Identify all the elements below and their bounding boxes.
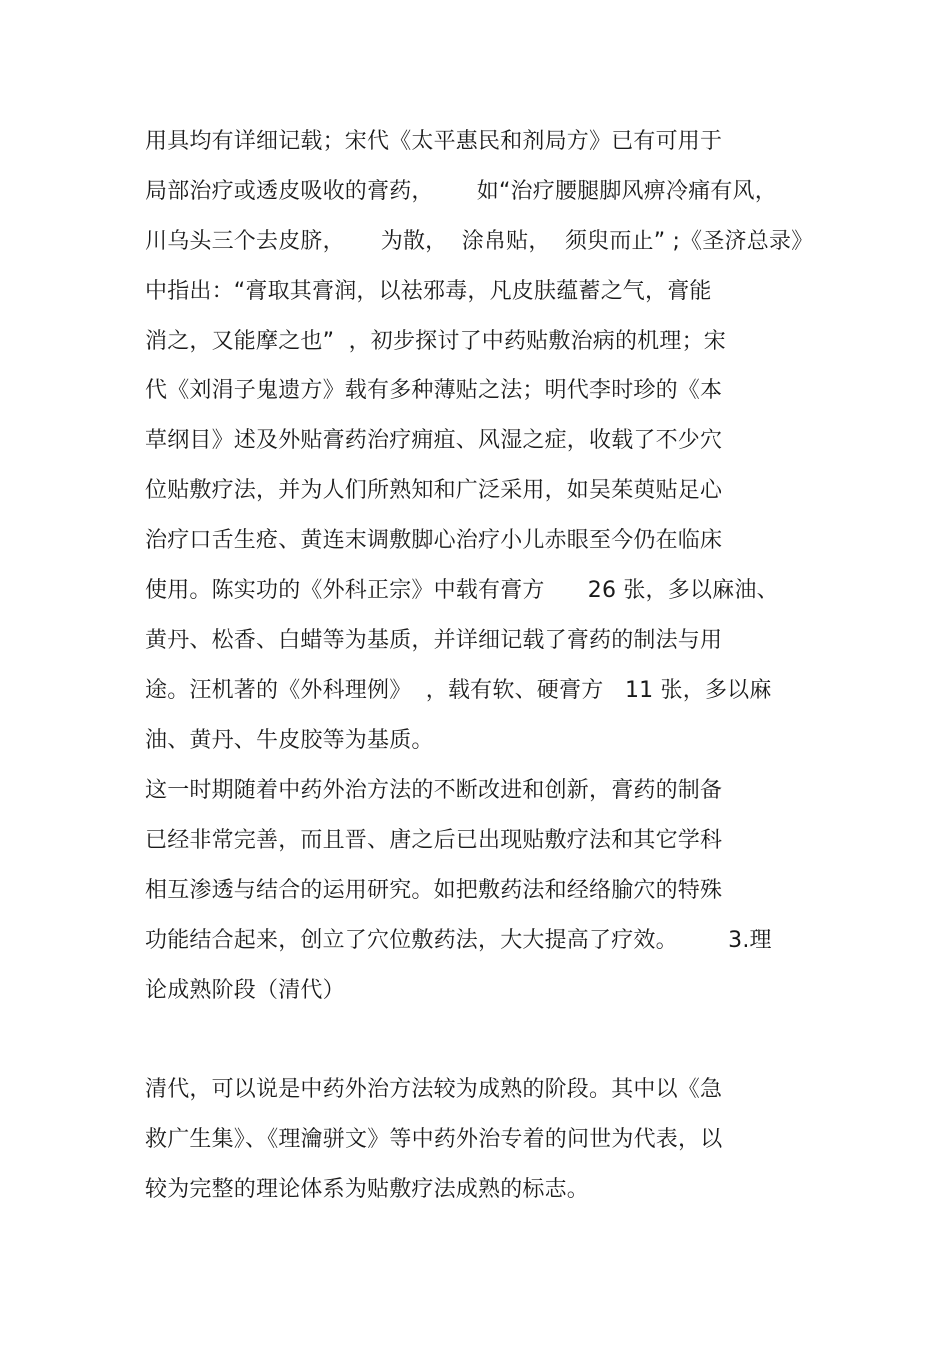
text-line: 油、黄丹、牛皮胶等为基质。 [145, 728, 434, 753]
text-line: 中指出：“膏取其膏润，以祛邪毒，凡皮肤蕴蓄之气，膏能 [145, 279, 712, 304]
text-line: 较为完整的理论体系为贴敷疗法成熟的标志。 [145, 1177, 590, 1202]
text-line: 代《刘涓子鬼遗方》载有多种薄贴之法；明代李时珍的《本 [145, 378, 723, 403]
text-line: 已经非常完善，而且晋、唐之后已出现贴敷疗法和其它学科 [145, 828, 723, 853]
text-line: 草纲目》述及外贴膏药治疗痈疽、风湿之症，收载了不少穴 [145, 428, 723, 453]
text-line: 用具均有详细记载；宋代《太平惠民和剂局方》已有可用于 [145, 129, 723, 154]
text-line: 位贴敷疗法，并为人们所熟知和广泛采用，如吴茱萸贴足心 [145, 478, 723, 503]
text-line: 清代，可以说是中药外治方法较为成熟的阶段。其中以《急 [145, 1077, 723, 1102]
text-line: 这一时期随着中药外治方法的不断改进和创新，膏药的制备 [145, 778, 723, 803]
text-line: 黄丹、松香、白蜡等为基质，并详细记载了膏药的制法与用 [145, 628, 723, 653]
text-line: 川乌头三个去皮脐， 为散， 涂帛贴， 须臾而止” ;《圣济总录》 [145, 229, 814, 254]
text-line: 论成熟阶段（清代） [145, 978, 345, 1003]
text-line: 救广生集》、《理瀹骈文》等中药外治专着的问世为代表，以 [145, 1127, 723, 1152]
text-line: 功能结合起来，创立了穴位敷药法，大大提高了疗效。 3.理 [145, 928, 772, 953]
text-line: 相互渗透与结合的运用研究。如把敷药法和经络腧穴的特殊 [145, 878, 723, 903]
text-line: 消之，又能摩之也” ，初步探讨了中药贴敷治病的机理；宋 [145, 329, 726, 354]
text-line: 局部治疗或透皮吸收的膏药， 如“治疗腰腿脚风痹冷痛有风， [145, 179, 777, 204]
text-line: 治疗口舌生疮、黄连末调敷脚心治疗小儿赤眼至今仍在临床 [145, 528, 723, 553]
text-line: 使用。陈实功的《外科正宗》中载有膏方 26 张，多以麻油、 [145, 578, 779, 603]
text-line: 途。汪机著的《外科理例》 ，载有软、硬膏方 11 张，多以麻 [145, 678, 772, 703]
